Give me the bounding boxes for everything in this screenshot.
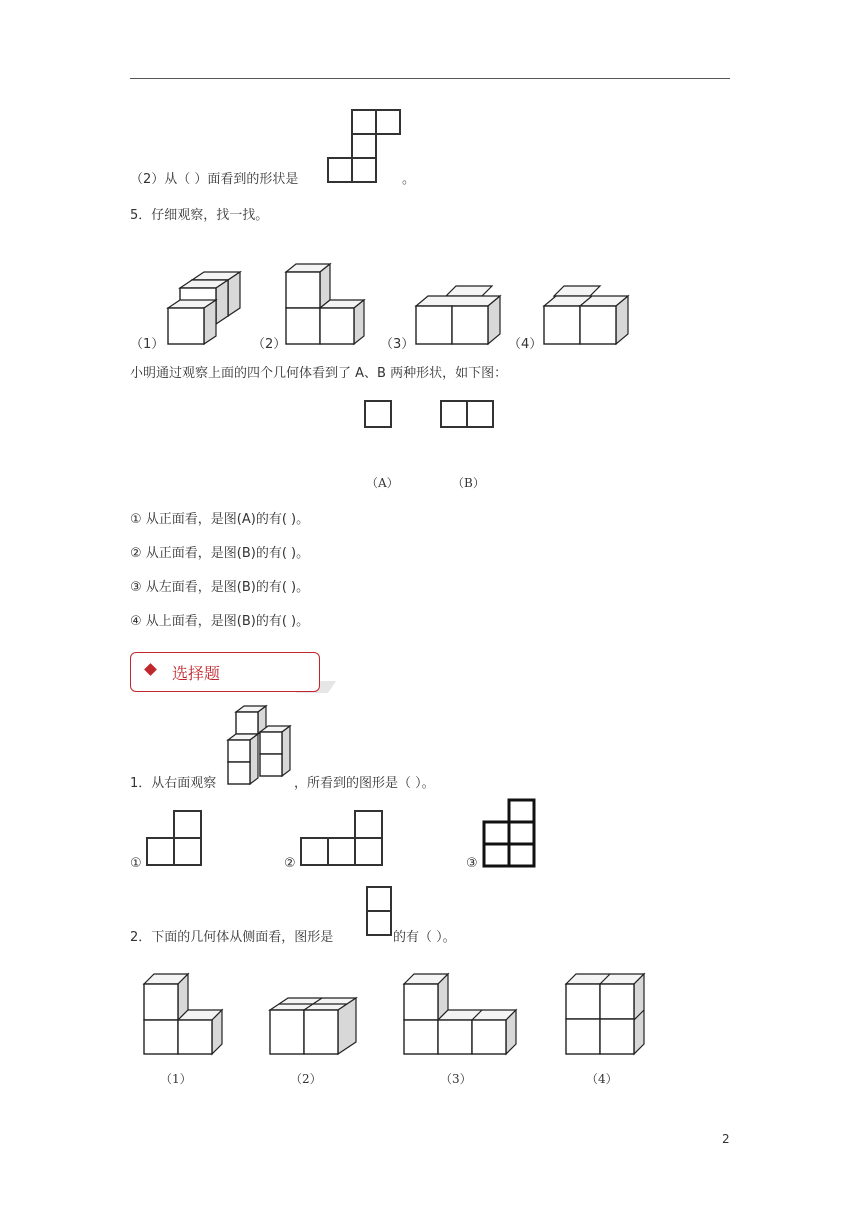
mc1-solid: [228, 702, 298, 788]
mc1-suffix: ，所看到的图形是（ ）。: [294, 776, 435, 791]
mc2-solid-2: [270, 996, 362, 1056]
mc1-option-3-figure: [482, 798, 542, 870]
q5-label-2: （2）: [252, 337, 287, 352]
mc1-option-1-figure: [146, 810, 206, 870]
header-rule: [130, 78, 730, 79]
mc1-option-1[interactable]: ①: [130, 856, 142, 871]
mc1-option-3[interactable]: ③: [466, 856, 478, 871]
view-shape-figure: [328, 110, 408, 185]
page-number: 2: [722, 1132, 730, 1146]
q5-solid-4: [544, 282, 634, 346]
mc2-solid-4: [566, 970, 648, 1056]
q5-intro: 小明通过观察上面的四个几何体看到了 A、B 两种形状，如下图：: [130, 366, 508, 381]
q5-item-2: ② 从正面看，是图(B)的有( )。: [130, 546, 310, 561]
mc2-solid-3: [404, 970, 524, 1056]
q5-item-4: ④ 从上面看，是图(B)的有( )。: [130, 614, 310, 629]
q5-label-1: （1）: [130, 337, 165, 352]
mc2-label-4: （4）: [586, 1072, 618, 1086]
mc1-prefix: 1．从右面观察: [130, 776, 217, 791]
section-header-box: [130, 652, 320, 692]
q2-view-text: （2）从（ ）面看到的形状是: [130, 172, 299, 187]
mc2-prefix: 2．下面的几何体从侧面看，图形是: [130, 930, 334, 945]
mc2-shape-figure: [366, 886, 394, 938]
q5-label-4: （4）: [508, 337, 543, 352]
q5-solid-3: [416, 282, 506, 346]
q2-view-end: 。: [402, 172, 416, 187]
mc1-option-2-figure: [300, 810, 386, 870]
mc2-solid-1: [144, 970, 228, 1056]
mc1-option-2[interactable]: ②: [284, 856, 296, 871]
q5-title: 5．仔细观察，找一找。: [130, 208, 269, 223]
shape-b-label: （B）: [452, 476, 485, 490]
shape-b: [440, 400, 496, 430]
mc2-label-3: （3）: [440, 1072, 472, 1086]
section-title: 选择题: [172, 664, 221, 683]
mc2-label-1: （1）: [160, 1072, 192, 1086]
mc2-label-2: （2）: [290, 1072, 322, 1086]
shape-a-label: （A）: [366, 476, 399, 490]
q5-solid-2: [286, 262, 371, 346]
q5-label-3: （3）: [380, 337, 415, 352]
shape-a: [364, 400, 394, 430]
q5-item-3: ③ 从左面看，是图(B)的有( )。: [130, 580, 310, 595]
mc2-suffix: 的有（ ）。: [393, 930, 456, 945]
q5-solid-1: [168, 270, 248, 346]
q5-item-1: ① 从正面看，是图(A)的有( )。: [130, 512, 310, 527]
